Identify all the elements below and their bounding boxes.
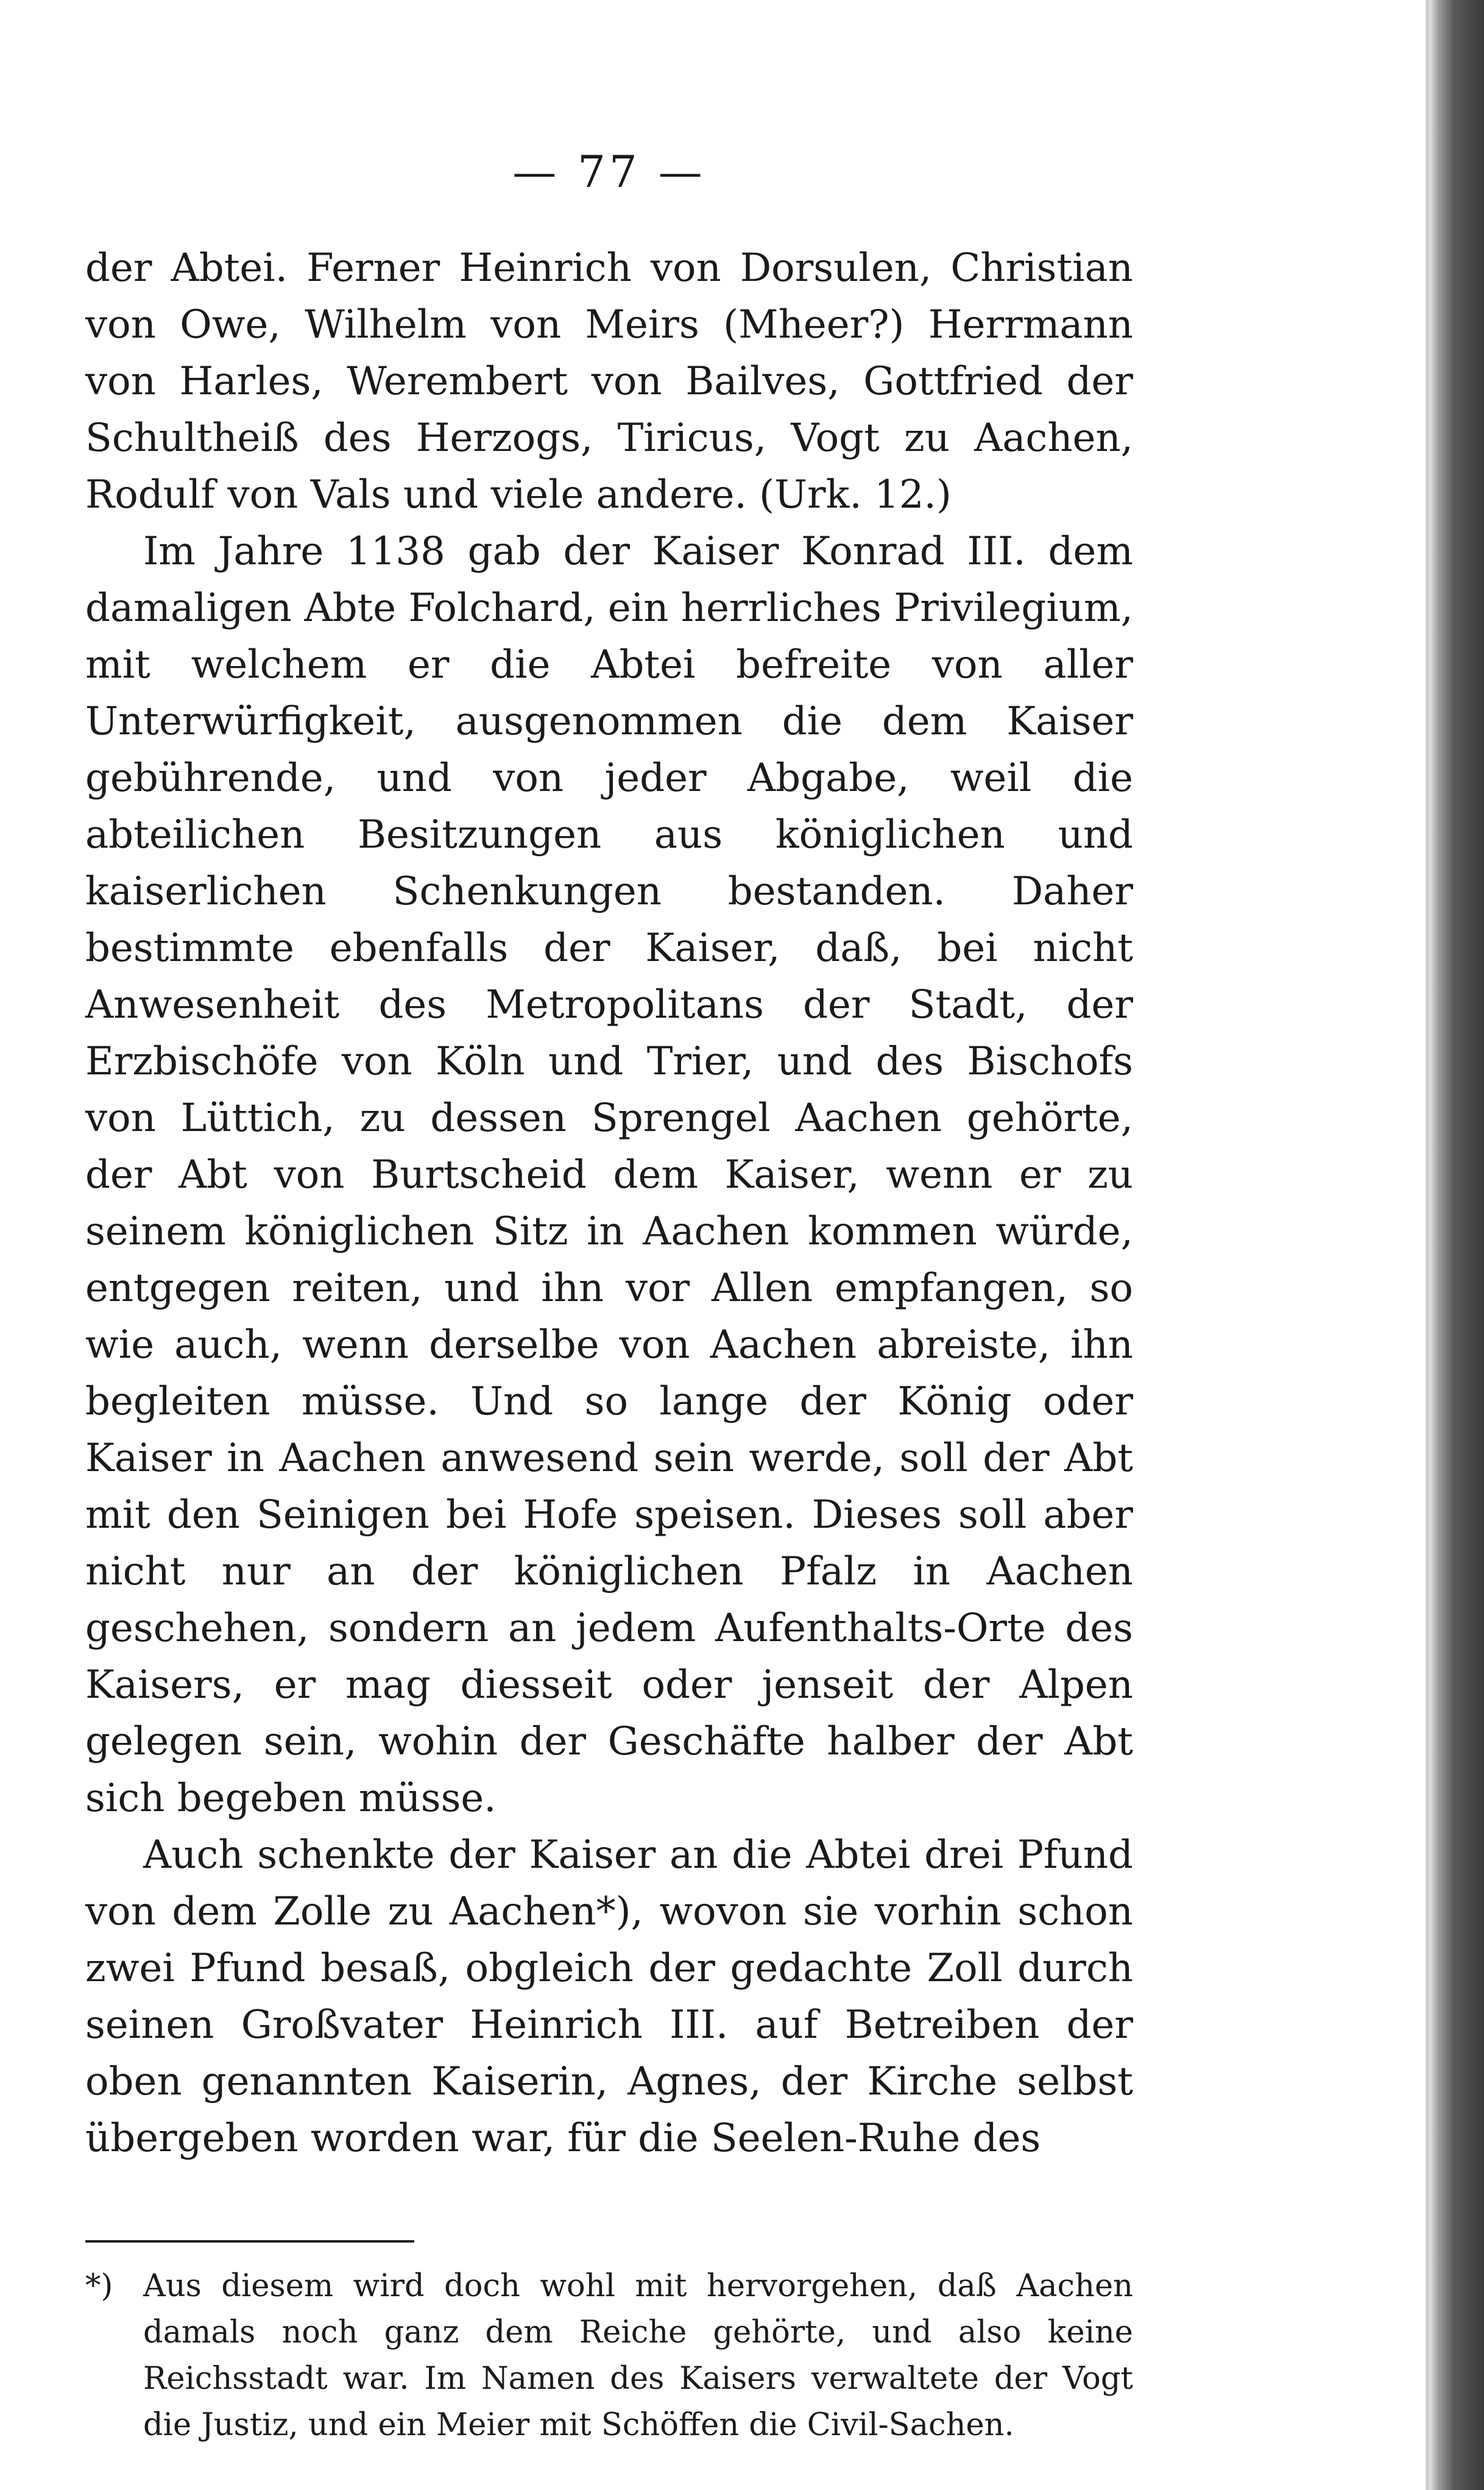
footnote [85,2263,1133,2449]
book-spine-edge [1429,0,1484,2490]
paragraph-3: Auch schenkte der Kaiser an die Abtei drei Pfund von dem Zolle zu Aachen*), wovon sie vorhin schon zwei Pfund besaß, obgleich der gedachte Zoll durch seinen Großvater Heinrich III. auf Betreiben der oben genannten Kaiserin, Agnes, der Kirche selbst übergeben worden war, für die Seelen-Ruhe des [85,1832,1133,2161]
paragraph-1: der Abtei. Ferner Heinrich von Dorsulen, Christian von Owe, Wilhelm von Meirs (Mheer?) Herrmann von Harles, Werembert von Bailves, Gottfried der Schultheiß des Herzogs, Tiricus, Vogt zu Aachen, Rodulf von Vals und viele andere. (Urk. 12.) [85,246,1133,517]
main-text [85,240,1133,2167]
book-page [85,146,1133,2449]
footnote-text: Aus diesem wird doch wohl mit hervorgehen, daß Aachen damals noch ganz dem Reiche gehörte, und also keine Reichsstadt war. Im Namen des Kaisers verwaltete der Vogt die Justiz, und ein Meier mit Schöffen die Civil-Sachen. [143,2268,1133,2443]
page-number: — 77 — [512,146,706,197]
footnote-marker: *) [85,2268,113,2304]
paragraph-2: Im Jahre 1138 gab der Kaiser Konrad III. dem damaligen Abte Folchard, ein herrliches Privilegium, mit welchem er die Abtei befreite von aller Unterwürfigkeit, ausgenommen die dem Kaiser gebührende, und von jeder Abgabe, weil die abteilichen Besitzungen aus königlichen und kaiserlichen Schenkungen bestanden. Daher bestimmte ebenfalls der Kaiser, daß, bei nicht Anwesenheit des Metropolitans der Stadt, der Erzbischöfe von Köln und Trier, und des Bischofs von Lüttich, zu dessen Sprengel Aachen gehörte, der Abt von Burtscheid dem Kaiser, wenn er zu seinem königlichen Sitz in Aachen kommen würde, entgegen reiten, und ihn vor Allen empfangen, so wie auch, wenn derselbe von Aachen abreiste, ihn begleiten müsse. Und so lange der König oder Kaiser in Aachen anwesend sein werde, soll der Abt mit den Seinigen bei Hofe speisen. Dieses soll aber nicht nur an der königlichen Pfalz in Aachen geschehen, sondern an jedem Aufenthalts-Orte des Kaisers, er mag diesseit oder jenseit der Alpen gelegen sein, wohin der Geschäfte halber der Abt sich begeben müsse. [85,529,1133,1821]
footnote-divider [85,2240,414,2243]
